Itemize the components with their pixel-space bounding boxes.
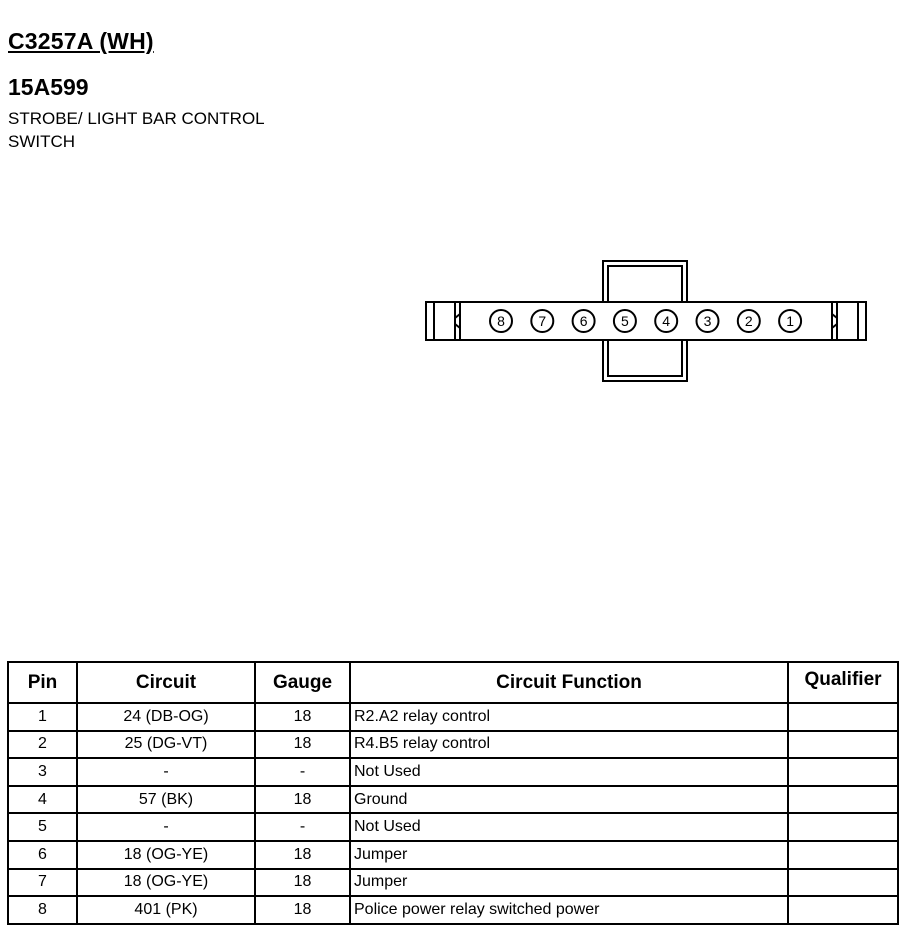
cell-pin: 5 bbox=[8, 813, 77, 841]
cell-gauge: - bbox=[255, 813, 350, 841]
pin-number-label: 4 bbox=[662, 313, 671, 329]
cell-gauge: 18 bbox=[255, 731, 350, 759]
cell-qualifier bbox=[788, 758, 898, 786]
table-header-row bbox=[8, 662, 898, 703]
cell-gauge: 18 bbox=[255, 841, 350, 869]
table-row bbox=[8, 841, 898, 869]
cell-pin: 2 bbox=[8, 731, 77, 759]
cell-pin: 1 bbox=[8, 703, 77, 731]
header-pin: Pin bbox=[8, 662, 77, 703]
cell-pin: 7 bbox=[8, 869, 77, 897]
top-lock-tab bbox=[603, 261, 687, 302]
cell-circuit: 18 (OG-YE) bbox=[77, 869, 255, 897]
cell-qualifier bbox=[788, 813, 898, 841]
header-qualifier: Qualifier bbox=[788, 662, 898, 703]
table-row bbox=[8, 813, 898, 841]
cell-function: R2.A2 relay control bbox=[350, 703, 788, 731]
cell-qualifier bbox=[788, 896, 898, 924]
pin-number-label: 5 bbox=[621, 313, 629, 329]
cell-gauge: 18 bbox=[255, 896, 350, 924]
cell-qualifier bbox=[788, 786, 898, 814]
cell-circuit: 18 (OG-YE) bbox=[77, 841, 255, 869]
cell-function: Ground bbox=[350, 786, 788, 814]
table-row bbox=[8, 786, 898, 814]
cell-function: Not Used bbox=[350, 813, 788, 841]
cell-gauge: 18 bbox=[255, 786, 350, 814]
cell-qualifier bbox=[788, 841, 898, 869]
cell-pin: 8 bbox=[8, 896, 77, 924]
cell-circuit: 24 (DB-OG) bbox=[77, 703, 255, 731]
pin-number-label: 8 bbox=[497, 313, 505, 329]
header-circuit-function: Circuit Function bbox=[350, 662, 788, 703]
connector-face-diagram bbox=[424, 258, 868, 384]
cell-gauge: - bbox=[255, 758, 350, 786]
header-circuit: Circuit bbox=[77, 662, 255, 703]
cell-circuit: 25 (DG-VT) bbox=[77, 731, 255, 759]
table-row bbox=[8, 896, 898, 924]
cell-circuit: 401 (PK) bbox=[77, 896, 255, 924]
table-row bbox=[8, 869, 898, 897]
cell-gauge: 18 bbox=[255, 703, 350, 731]
table-row bbox=[8, 758, 898, 786]
cell-qualifier bbox=[788, 731, 898, 759]
cell-qualifier bbox=[788, 703, 898, 731]
cell-function: Jumper bbox=[350, 869, 788, 897]
pin-number-label: 7 bbox=[538, 313, 547, 329]
header-gauge: Gauge bbox=[255, 662, 350, 703]
pin-number-label: 2 bbox=[744, 313, 753, 329]
cell-function: Not Used bbox=[350, 758, 788, 786]
cell-pin: 4 bbox=[8, 786, 77, 814]
pinout-table bbox=[7, 661, 899, 925]
cell-circuit: - bbox=[77, 813, 255, 841]
cell-qualifier bbox=[788, 869, 898, 897]
part-number: 15A599 bbox=[8, 74, 89, 100]
cell-circuit: 57 (BK) bbox=[77, 786, 255, 814]
cell-pin: 6 bbox=[8, 841, 77, 869]
cell-pin: 3 bbox=[8, 758, 77, 786]
cell-function: Jumper bbox=[350, 841, 788, 869]
description-line-2: SWITCH bbox=[8, 132, 76, 151]
pin-number-label: 6 bbox=[579, 313, 588, 329]
cell-circuit: - bbox=[77, 758, 255, 786]
table-row bbox=[8, 703, 898, 731]
cell-function: R4.B5 relay control bbox=[350, 731, 788, 759]
connector-title: C3257A (WH) bbox=[8, 28, 154, 54]
component-description bbox=[8, 107, 265, 153]
pin-number-label: 1 bbox=[786, 313, 794, 329]
pin-number-label: 3 bbox=[703, 313, 712, 329]
cell-function: Police power relay switched power bbox=[350, 896, 788, 924]
table-row bbox=[8, 731, 898, 759]
description-line-1: STROBE/ LIGHT BAR CONTROL bbox=[8, 109, 265, 128]
bottom-lock-tab bbox=[603, 340, 687, 381]
cell-gauge: 18 bbox=[255, 869, 350, 897]
